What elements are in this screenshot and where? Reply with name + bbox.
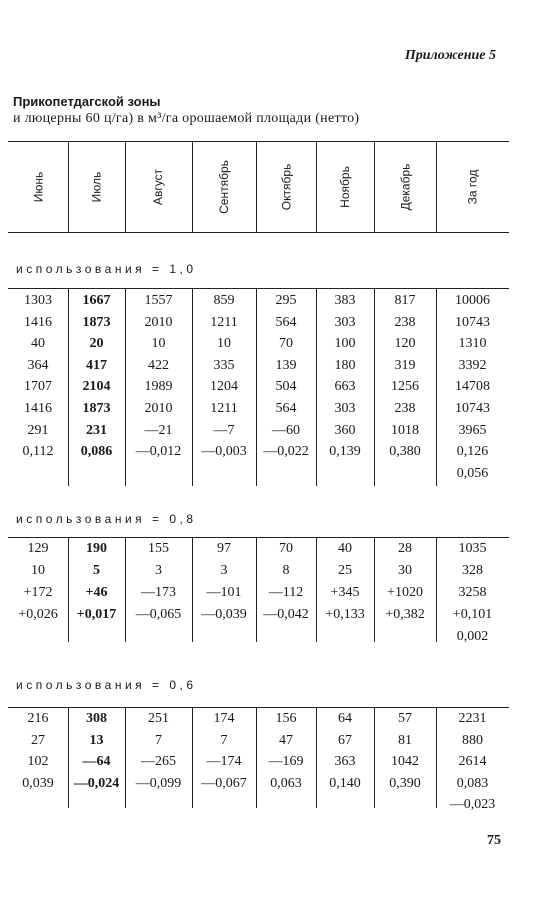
column-header-label: Октябрь — [278, 163, 293, 211]
table-cell: 238 — [394, 401, 416, 416]
table-cell: 97 — [217, 541, 231, 556]
table-cell-annual-extra: —0,023 — [449, 797, 496, 812]
table-cell-annual-extra: 0,056 — [456, 465, 489, 481]
table-cell: 291 — [27, 422, 49, 438]
table-cell: 155 — [148, 541, 169, 556]
table-cell: —169 — [268, 754, 304, 769]
column-header — [192, 143, 256, 231]
table-cell: 70 — [279, 541, 293, 556]
table-cell: 57 — [398, 711, 412, 726]
table-cell: 25 — [338, 563, 352, 578]
section-label: использования = 0,6 — [16, 678, 197, 692]
table-cell: 0,390 — [389, 775, 421, 791]
table-cell: —0,065 — [135, 607, 182, 622]
table-cell: 360 — [334, 422, 356, 438]
table-cell: —0,067 — [201, 775, 247, 791]
table-cell: 8 — [282, 563, 290, 578]
section-label: использования = 0,8 — [16, 512, 197, 526]
table-cell: 190 — [86, 541, 107, 556]
table-cell: 1018 — [391, 422, 419, 438]
table-cell: 100 — [334, 336, 356, 352]
header-column-rule — [68, 141, 69, 232]
table-cell: —0,024 — [73, 775, 120, 791]
table-cell: 5 — [93, 563, 100, 578]
table-cell: 1303 — [24, 293, 52, 308]
table-cell: 238 — [394, 314, 416, 330]
table-cell: 2010 — [144, 314, 173, 330]
table-cell: 303 — [334, 401, 356, 416]
table-cell: 1873 — [82, 401, 111, 416]
page-number: 75 — [487, 833, 501, 848]
table-cell: —265 — [141, 754, 176, 769]
table-cell: 817 — [394, 293, 416, 308]
table-cell: 2104 — [82, 379, 111, 395]
table-cell: 364 — [27, 357, 49, 373]
column-header — [68, 143, 125, 231]
table-cell: 3965 — [458, 422, 487, 438]
table-cell: 156 — [275, 711, 297, 726]
column-header — [374, 143, 436, 231]
table-cell: —60 — [272, 422, 300, 438]
table-cell: 0,112 — [22, 444, 54, 460]
column-header-label: Июль — [89, 171, 104, 203]
table-cell: 328 — [462, 563, 483, 578]
table-cell: —7 — [213, 422, 235, 438]
table-cell: 1211 — [210, 401, 238, 416]
column-header — [125, 143, 192, 231]
table-cell: 7 — [220, 732, 228, 748]
table-cell: 20 — [89, 336, 104, 352]
table-cell: —0,003 — [201, 444, 247, 460]
table-cell: 40 — [31, 336, 45, 352]
table-cell: 70 — [279, 336, 293, 352]
table-cell: 363 — [334, 754, 356, 769]
table-cell: +0,101 — [452, 607, 493, 622]
section-rule — [8, 288, 509, 289]
table-cell: 663 — [334, 379, 356, 395]
table-cell: 1873 — [82, 314, 111, 330]
table-cell: +0,133 — [325, 607, 365, 622]
table-cell: —101 — [206, 585, 242, 600]
header-column-rule — [256, 141, 257, 232]
table-cell: —0,039 — [201, 607, 247, 622]
table-cell: 216 — [27, 711, 49, 726]
table-cell: 1557 — [144, 293, 173, 308]
table-cell: 1042 — [391, 754, 419, 769]
table-cell: —0,099 — [135, 775, 182, 791]
table-cell: 120 — [394, 336, 416, 352]
table-cell: 67 — [338, 732, 352, 748]
zone-title: Прикопетдагской зоны — [13, 94, 161, 109]
table-cell: 1310 — [458, 336, 487, 352]
table-cell: +0,017 — [76, 607, 117, 622]
table-cell: 383 — [334, 293, 356, 308]
table-cell: 10 — [217, 336, 231, 352]
table-cell: 319 — [394, 357, 416, 373]
column-header — [256, 143, 316, 231]
table-cell: 28 — [398, 541, 412, 556]
table-cell: 0,140 — [329, 775, 361, 791]
table-cell: 1035 — [458, 541, 487, 556]
table-cell: 0,063 — [270, 775, 302, 791]
column-header — [8, 143, 68, 231]
table-cell: —173 — [141, 585, 176, 600]
table-cell: —0,022 — [263, 444, 309, 460]
table-cell: 251 — [148, 711, 169, 726]
table-cell: 0,086 — [80, 444, 113, 460]
column-header — [316, 143, 374, 231]
table-cell: —0,042 — [263, 607, 309, 622]
table-cell: +172 — [23, 585, 53, 600]
table-cell: 417 — [86, 357, 107, 373]
header-column-rule — [125, 141, 126, 232]
table-cell: 30 — [398, 563, 412, 578]
table-cell: 0,139 — [329, 444, 361, 460]
table-cell: —21 — [144, 422, 173, 438]
table-cell: —0,012 — [135, 444, 182, 460]
table-cell: 1256 — [391, 379, 419, 395]
column-header-label: Сентябрь — [216, 160, 231, 214]
table-cell: 1667 — [82, 293, 111, 308]
table-cell: 335 — [213, 357, 235, 373]
header-column-rule — [316, 141, 317, 232]
table-cell: 3 — [220, 563, 228, 578]
table-cell: 40 — [338, 541, 352, 556]
column-header-label: Август — [151, 168, 166, 206]
table-cell: +46 — [85, 585, 108, 600]
table-cell: 2010 — [144, 401, 173, 416]
table-cell: 14708 — [455, 379, 490, 395]
table-cell: 3392 — [458, 357, 487, 373]
table-cell: 3258 — [458, 585, 487, 600]
table-cell: 47 — [279, 732, 293, 748]
table-cell: 64 — [338, 711, 352, 726]
table-cell: 231 — [86, 422, 107, 438]
table-cell: 7 — [155, 732, 162, 748]
header-bottom-rule — [8, 232, 509, 233]
table-cell: 3 — [155, 563, 162, 578]
table-cell: 1416 — [24, 314, 52, 330]
column-header-label: За год — [465, 169, 480, 205]
table-cell: 295 — [275, 293, 297, 308]
table-cell: 10743 — [455, 314, 490, 330]
table-cell: +0,382 — [385, 607, 425, 622]
table-cell: 2231 — [458, 711, 487, 726]
table-cell: 880 — [462, 732, 483, 748]
table-cell: 504 — [275, 379, 297, 395]
table-cell: 13 — [89, 732, 104, 748]
table-cell-annual-extra: 0,002 — [456, 629, 489, 644]
table-cell: 2614 — [458, 754, 487, 769]
table-cell: 1416 — [24, 401, 52, 416]
table-cell: 10 — [151, 336, 166, 352]
column-header-label: Декабрь — [397, 163, 412, 211]
table-cell: 174 — [213, 711, 235, 726]
table-cell: 1989 — [144, 379, 173, 395]
appendix-label: Приложение 5 — [404, 48, 496, 63]
table-cell: 564 — [275, 401, 297, 416]
table-cell: +1020 — [387, 585, 423, 600]
table-cell: 81 — [398, 732, 412, 748]
table-cell: 0,083 — [456, 775, 489, 791]
section-label: использования = 1,0 — [16, 262, 197, 276]
table-cell: 303 — [334, 314, 356, 330]
table-cell: 1211 — [210, 314, 238, 330]
table-cell: 1204 — [210, 379, 238, 395]
table-cell: 139 — [275, 357, 297, 373]
table-cell: 564 — [275, 314, 297, 330]
table-cell: 859 — [213, 293, 235, 308]
column-header-label: Ноябрь — [337, 166, 352, 208]
table-cell: —174 — [206, 754, 242, 769]
table-cell: 0,039 — [22, 775, 54, 791]
table-cell: 102 — [27, 754, 49, 769]
table-cell: 10 — [31, 563, 45, 578]
table-cell: 27 — [31, 732, 45, 748]
table-cell: 422 — [148, 357, 169, 373]
header-column-rule — [374, 141, 375, 232]
header-column-rule — [436, 141, 437, 232]
table-cell: 129 — [27, 541, 49, 556]
table-cell: 0,380 — [389, 444, 421, 460]
table-cell: —64 — [82, 754, 111, 769]
table-cell: 0,126 — [456, 444, 489, 460]
header-column-rule — [192, 141, 193, 232]
table-cell: —112 — [268, 585, 304, 600]
table-cell: 10006 — [455, 293, 490, 308]
table-subtitle: и люцерны 60 ц/га) в м³/га орошаемой площади (нетто) — [13, 111, 360, 126]
table-cell: 308 — [86, 711, 107, 726]
column-header — [436, 143, 509, 231]
table-cell: 1707 — [24, 379, 52, 395]
column-header-label: Июнь — [30, 171, 45, 203]
table-cell: +345 — [330, 585, 360, 600]
table-cell: +0,026 — [18, 607, 58, 622]
table-cell: 180 — [334, 357, 356, 373]
table-cell: 10743 — [455, 401, 490, 416]
header-top-rule — [8, 141, 509, 142]
